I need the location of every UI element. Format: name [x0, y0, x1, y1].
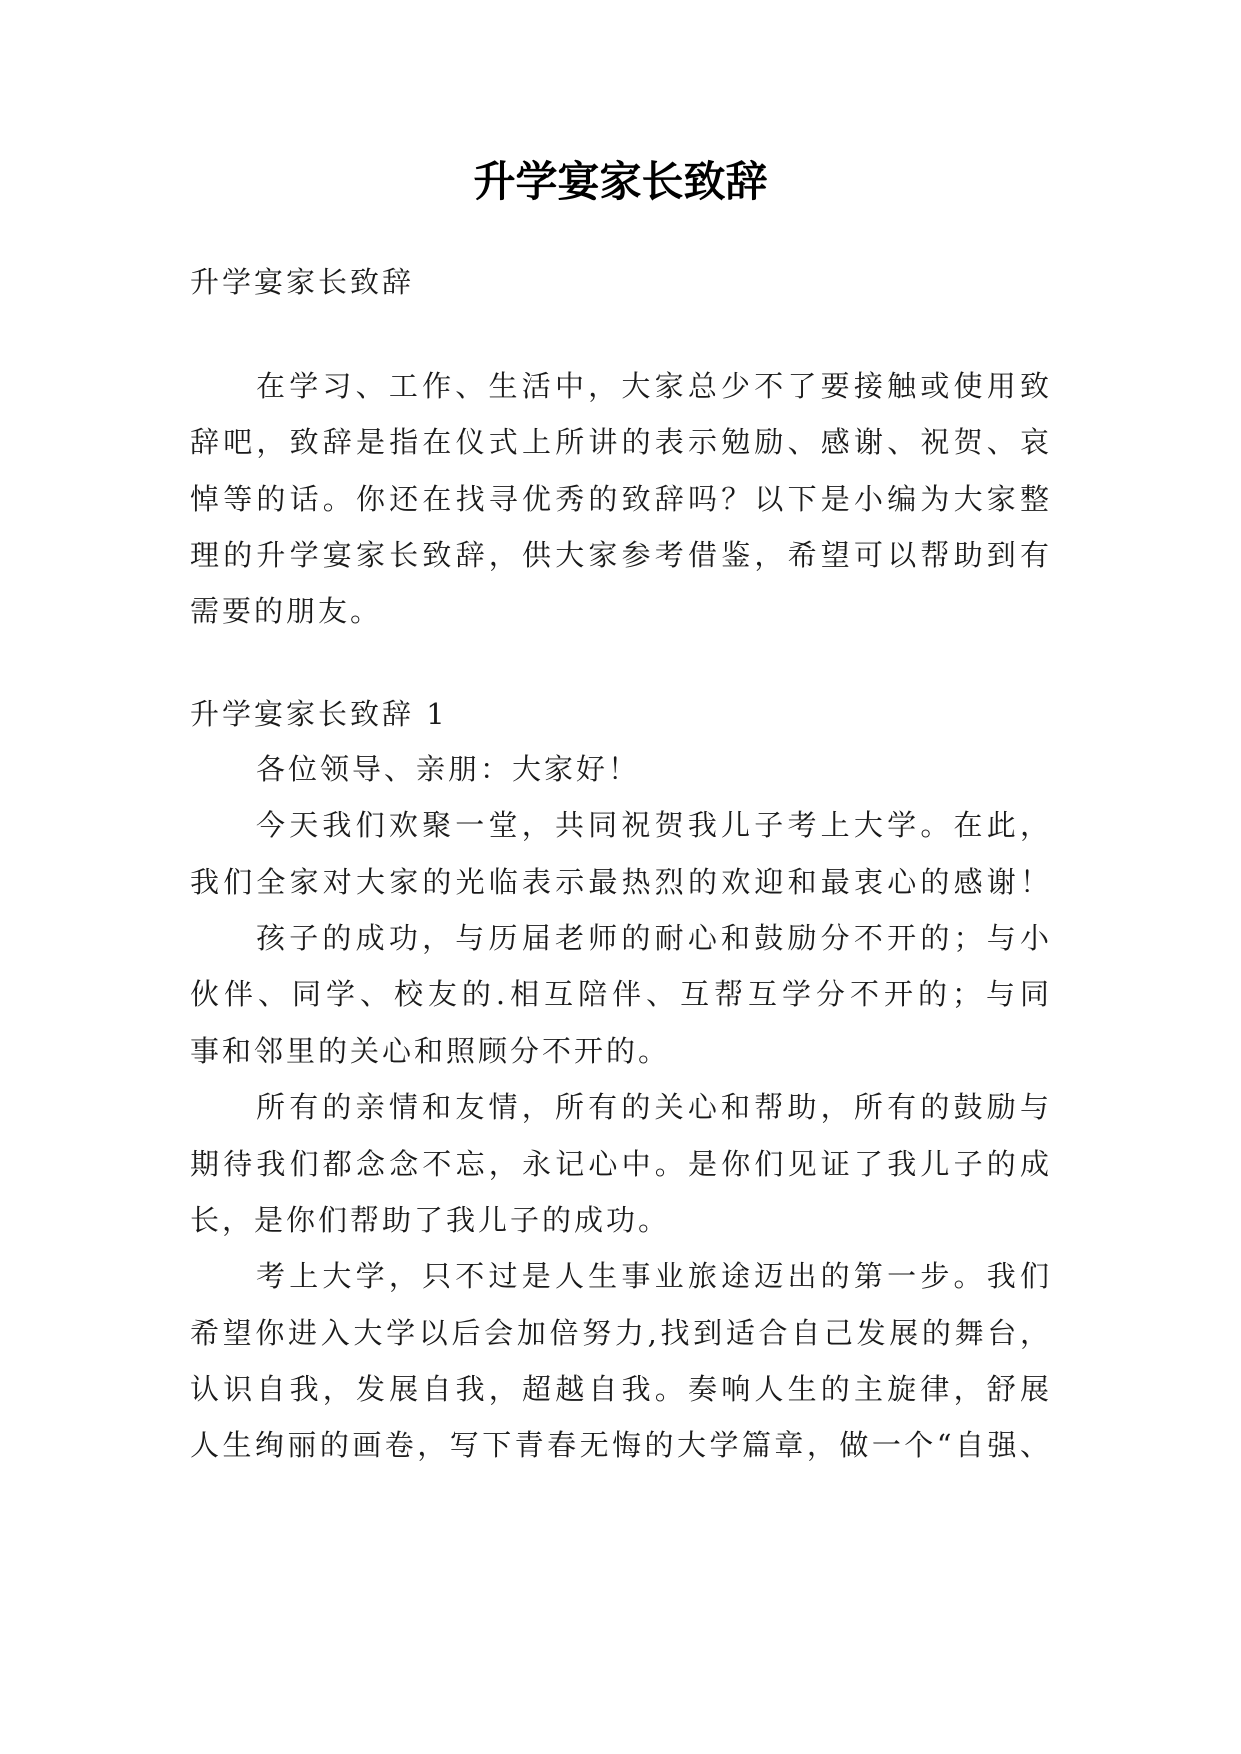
- paragraph-4-line-2: 希望你进入大学以后会加倍努力,找到适合自己发展的舞台，: [190, 1316, 1052, 1350]
- subtitle: 升学宴家长致辞: [190, 265, 415, 299]
- intro-line-1: 在学习、工作、生活中，大家总少不了要接触或使用致: [256, 369, 1052, 403]
- paragraph-4-line-4: 人生绚丽的画卷，写下青春无悔的大学篇章，做一个“自强、: [190, 1428, 1052, 1462]
- paragraph-3-line-2: 期待我们都念念不忘，永记心中。是你们见证了我儿子的成: [190, 1147, 1052, 1181]
- intro-line-3: 悼等的话。你还在找寻优秀的致辞吗？以下是小编为大家整: [190, 482, 1052, 516]
- paragraph-3-line-1: 所有的亲情和友情，所有的关心和帮助，所有的鼓励与: [256, 1090, 1052, 1124]
- paragraph-2-line-2: 伙伴、同学、校友的.相互陪伴、互帮互学分不开的；与同: [190, 977, 1052, 1011]
- intro-line-5: 需要的朋友。: [190, 594, 383, 628]
- paragraph-4-line-1: 考上大学，只不过是人生事业旅途迈出的第一步。我们: [256, 1259, 1052, 1293]
- paragraph-3-line-3: 长，是你们帮助了我儿子的成功。: [190, 1203, 671, 1237]
- paragraph-1-line-1: 今天我们欢聚一堂，共同祝贺我儿子考上大学。在此，: [256, 808, 1052, 842]
- section-heading: 升学宴家长致辞 1: [190, 697, 448, 731]
- paragraph-1-line-2: 我们全家对大家的光临表示最热烈的欢迎和最衷心的感谢！: [190, 865, 1052, 899]
- intro-line-4: 理的升学宴家长致辞，供大家参考借鉴，希望可以帮助到有: [190, 538, 1052, 572]
- intro-line-2: 辞吧，致辞是指在仪式上所讲的表示勉励、感谢、祝贺、哀: [190, 425, 1052, 459]
- paragraph-2-line-3: 事和邻里的关心和照顾分不开的。: [190, 1034, 671, 1068]
- document-title: 升学宴家长致辞: [473, 157, 768, 206]
- paragraph-4-line-3: 认识自我，发展自我，超越自我。奏响人生的主旋律，舒展: [190, 1372, 1052, 1406]
- greeting: 各位领导、亲朋：大家好！: [256, 752, 641, 786]
- paragraph-2-line-1: 孩子的成功，与历届老师的耐心和鼓励分不开的；与小: [256, 921, 1052, 955]
